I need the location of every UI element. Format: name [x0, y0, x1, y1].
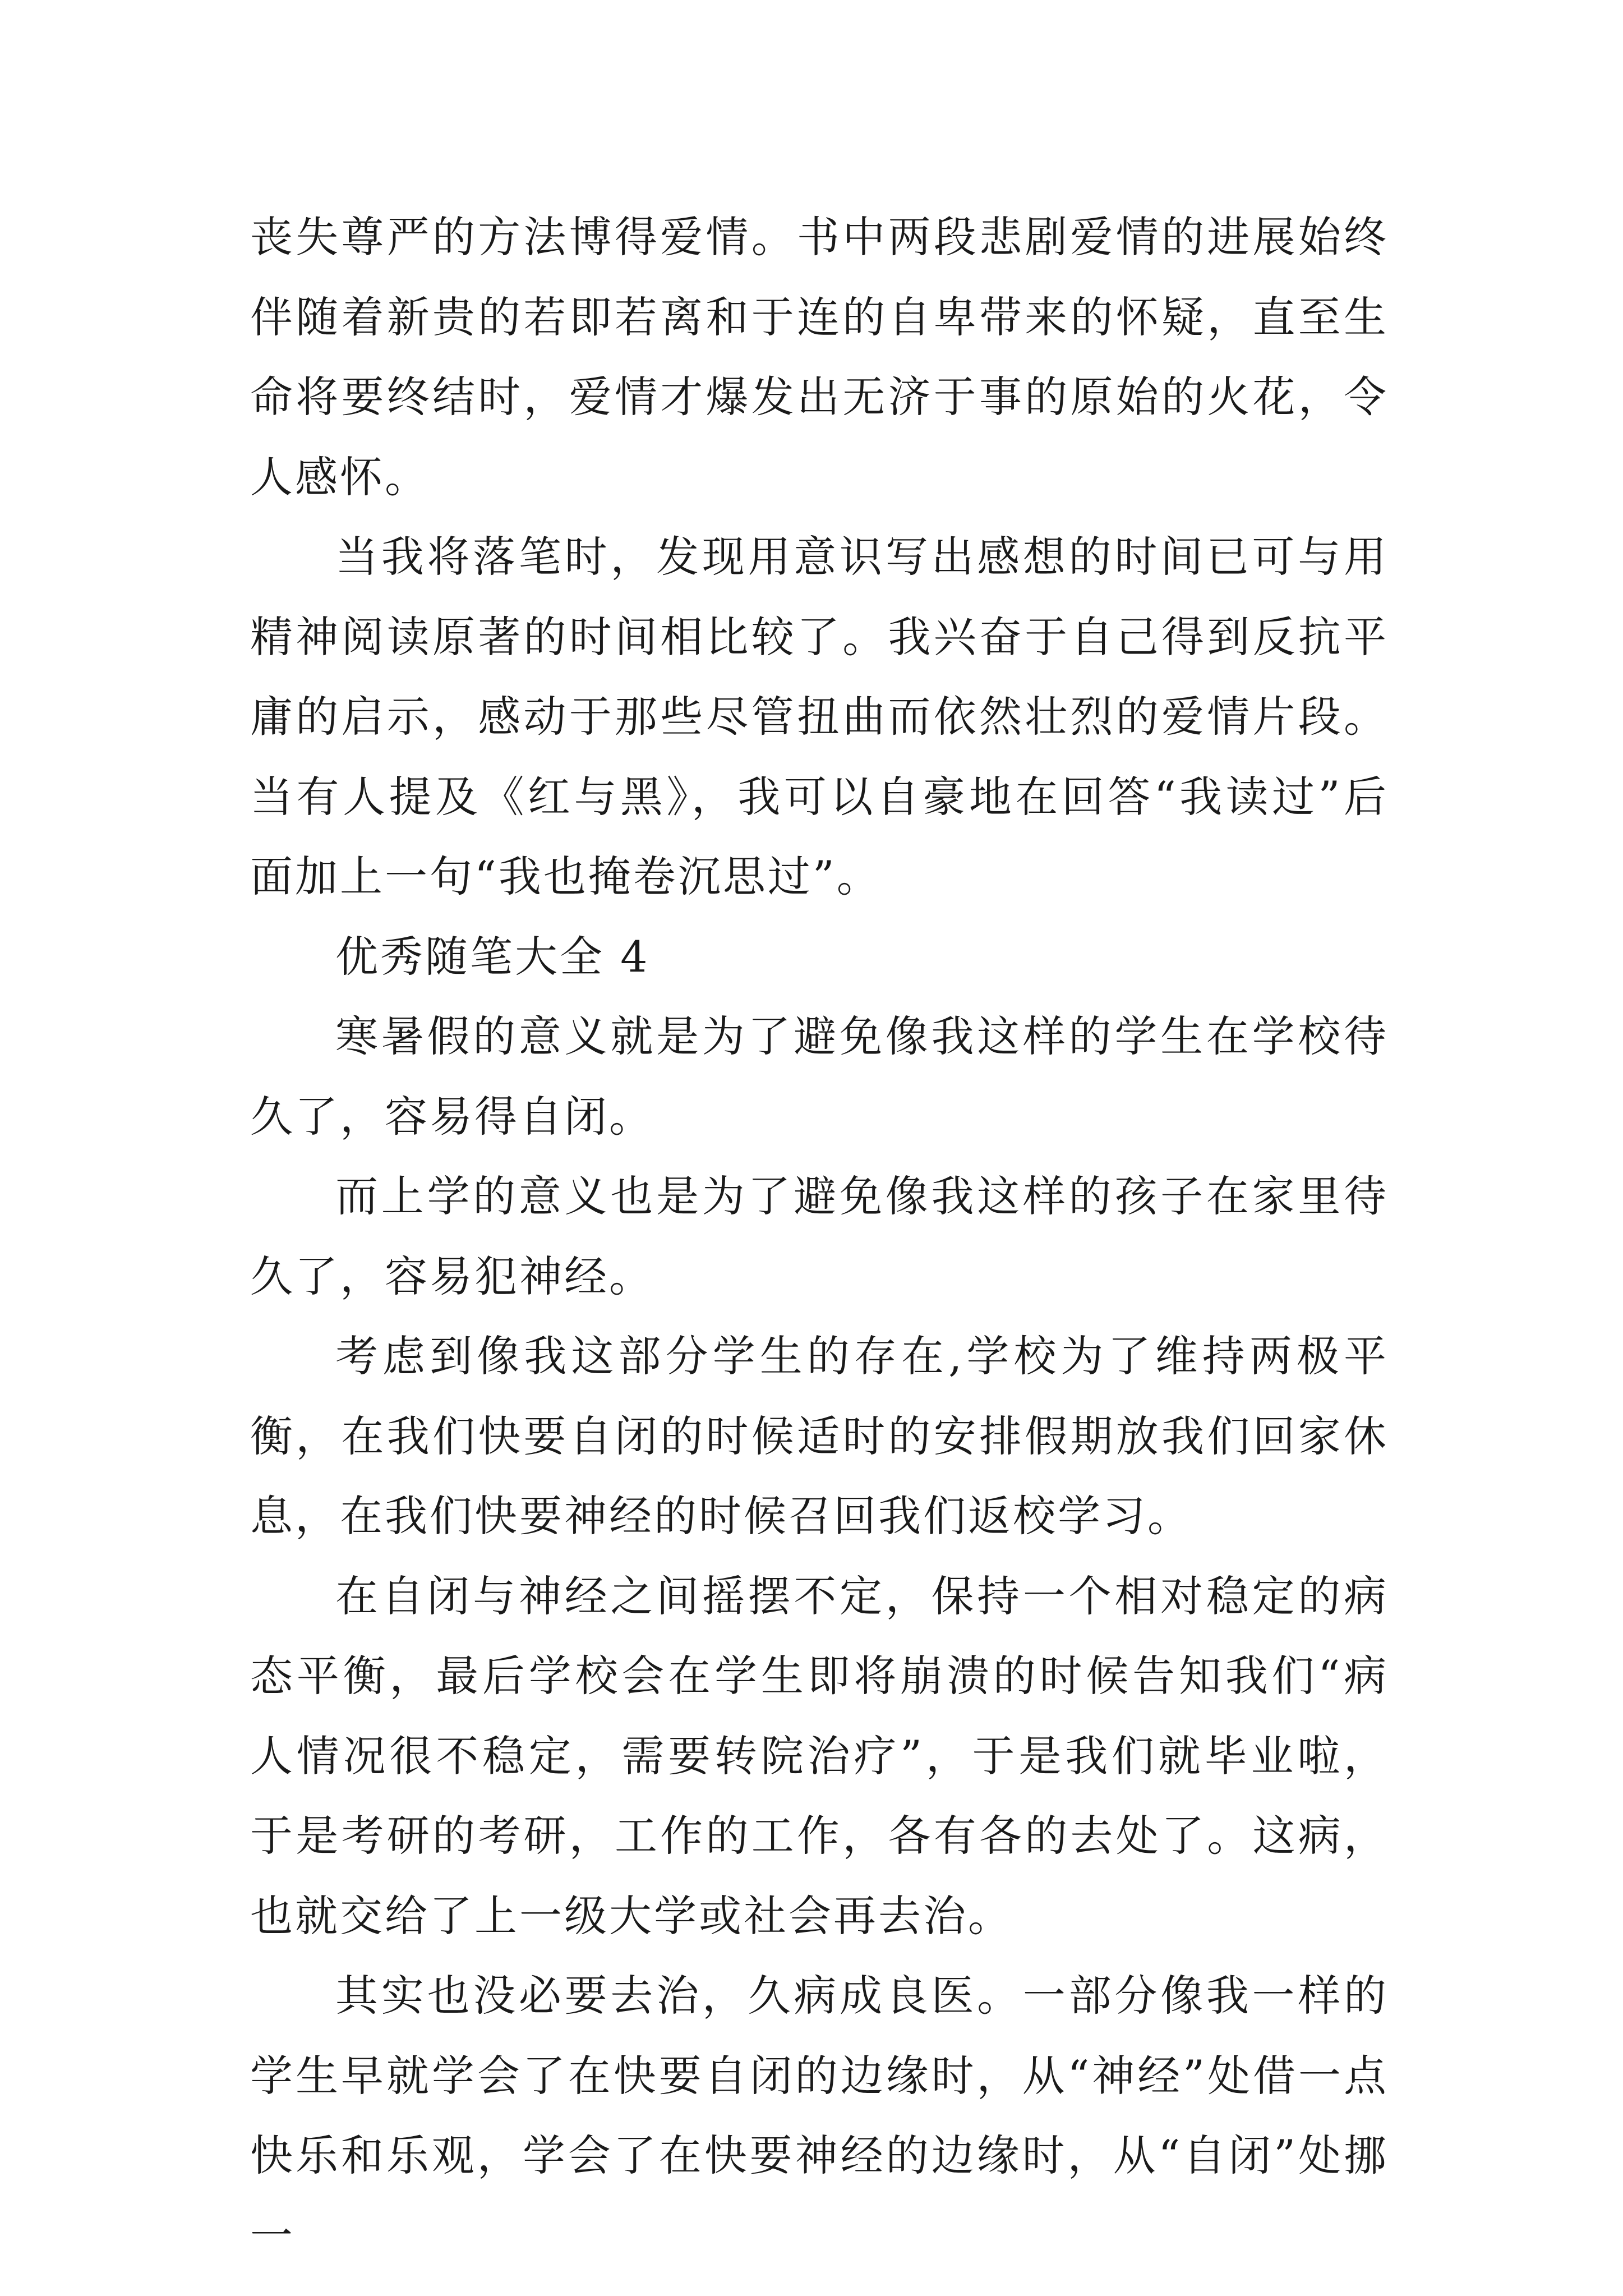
paragraph-section-3: 考虑到像我这部分学生的存在,学校为了维持两极平衡，在我们快要自闭的时候适时的安排假期放我们回家休息，在我们快要神经的时候召回我们返校学习。	[250, 1331, 1389, 1541]
section-heading: 优秀随笔大全 4	[335, 931, 650, 982]
paragraph-continued: 丧失尊严的方法博得爱情。书中两段悲剧爱情的进展始终伴随着新贵的若即若离和于连的自卑带来的怀疑，直至生命将要终结时，爱情才爆发出无济于事的原始的火花，令人感怀。	[250, 212, 1389, 502]
paragraph-section-1: 寒暑假的意义就是为了避免像我这样的学生在学校待久了，容易得自闭。	[250, 1011, 1389, 1142]
paragraph-section-2: 而上学的意义也是为了避免像我这样的孩子在家里待久了，容易犯神经。	[250, 1171, 1389, 1301]
paragraph-section-4: 在自闭与神经之间摇摆不定，保持一个相对稳定的病态平衡，最后学校会在学生即将崩溃的时候告知我们“病人情况很不稳定，需要转院治疗”，于是我们就毕业啦，于是考研的考研，工作的工作，各有各的去处了。这病，也就交给了上一级大学或社会再去治。	[250, 1571, 1389, 1941]
document-body	[250, 197, 1389, 2276]
paragraph-section-5: 其实也没必要去治，久病成良医。一部分像我一样的学生早就学会了在快要自闭的边缘时，从“神经”处借一点快乐和乐观，学会了在快要神经的边缘时，从“自闭”处挪一	[250, 1971, 1389, 2261]
paragraph-reflection: 当我将落笔时，发现用意识写出感想的时间已可与用精神阅读原著的时间相比较了。我兴奋于自己得到反抗平庸的启示，感动于那些尽管扭曲而依然壮烈的爱情片段。当有人提及《红与黑》，我可以自豪地在回答“我读过”后面加上一句“我也掩卷沉思过”。	[250, 532, 1389, 901]
